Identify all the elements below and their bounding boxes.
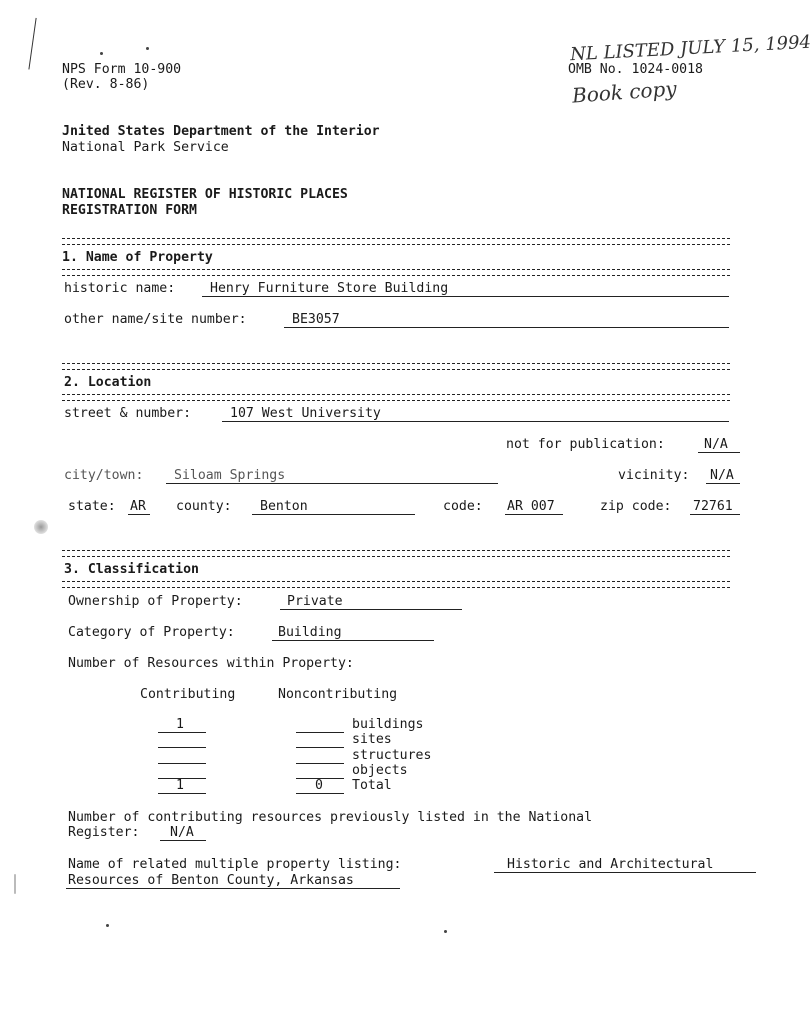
form-title-line2: REGISTRATION FORM [62, 203, 197, 218]
form-title-line1: NATIONAL REGISTER OF HISTORIC PLACES [62, 187, 348, 202]
street-line [222, 421, 729, 422]
ownership-line [280, 609, 462, 610]
multiple-property-line1 [494, 872, 756, 873]
previously-listed-line [160, 840, 206, 841]
vicinity-label: vicinity: [618, 468, 690, 483]
section-divider [62, 581, 730, 588]
form-revision: (Rev. 8-86) [62, 77, 150, 92]
category-label: Category of Property: [68, 625, 235, 640]
noncontributing-blank [296, 763, 344, 764]
resource-type-label: Total [352, 778, 392, 793]
contributing-blank [158, 793, 206, 794]
noncontributing-blank [296, 793, 344, 794]
margin-mark [28, 18, 40, 70]
contributing-blank [158, 747, 206, 748]
other-name-label: other name/site number: [64, 312, 247, 327]
multiple-property-line2 [66, 888, 400, 889]
resource-type-label: structures [352, 748, 432, 763]
zip-line [690, 514, 740, 515]
street-label: street & number: [64, 406, 192, 421]
section-divider [62, 550, 730, 557]
historic-name-value: Henry Furniture Store Building [210, 281, 449, 296]
speck [146, 47, 149, 50]
contributing-header: Contributing [140, 687, 236, 702]
handwritten-listed-note: NL LISTED JULY 15, 1994 [569, 31, 811, 66]
historic-name-line [202, 296, 729, 297]
zip-value: 72761 [693, 499, 733, 514]
contributing-count: 1 [176, 717, 184, 732]
section-divider [62, 363, 730, 370]
section-divider [62, 394, 730, 401]
omb-number: OMB No. 1024-0018 [568, 62, 703, 77]
county-line [252, 514, 415, 515]
department-name: Jnited States Department of the Interior [62, 124, 380, 139]
multiple-property-value-line2: Resources of Benton County, Arkansas [68, 873, 354, 888]
noncontributing-header: Noncontributing [278, 687, 398, 702]
speck [106, 924, 109, 927]
section3-heading: 3. Classification [64, 562, 199, 577]
section1-heading: 1. Name of Property [62, 250, 213, 265]
code-label: code: [443, 499, 483, 514]
ownership-label: Ownership of Property: [68, 594, 243, 609]
other-name-value: BE3057 [292, 312, 340, 327]
resource-type-label: objects [352, 763, 408, 778]
service-name: National Park Service [62, 140, 229, 155]
vicinity-line [706, 483, 740, 484]
category-value: Building [278, 625, 342, 640]
resource-type-label: sites [352, 732, 392, 747]
state-line [128, 514, 150, 515]
city-value: Siloam Springs [174, 468, 286, 483]
other-name-line [284, 327, 729, 328]
speck [14, 874, 16, 894]
handwritten-book-copy: Book copy [571, 76, 678, 108]
contributing-count: 1 [176, 778, 184, 793]
historic-name-label: historic name: [64, 281, 176, 296]
category-line [272, 640, 434, 641]
not-for-publication-label: not for publication: [506, 437, 665, 452]
not-for-publication-value: N/A [704, 437, 728, 452]
section-divider [62, 238, 730, 245]
previously-listed-line2: Register: [68, 825, 140, 840]
resource-type-label: buildings [352, 717, 424, 732]
state-label: state: [68, 499, 116, 514]
noncontributing-blank [296, 732, 344, 733]
speck [100, 52, 103, 55]
county-value: Benton [260, 499, 308, 514]
zip-label: zip code: [600, 499, 672, 514]
contributing-blank [158, 732, 206, 733]
contributing-blank [158, 763, 206, 764]
previously-listed-value: N/A [170, 825, 194, 840]
code-line [505, 514, 563, 515]
previously-listed-line1: Number of contributing resources previously listed in the National [68, 810, 593, 825]
state-value: AR [130, 499, 146, 514]
multiple-property-label: Name of related multiple property listing: [68, 857, 402, 872]
county-label: county: [176, 499, 232, 514]
multiple-property-value-line1: Historic and Architectural [507, 857, 714, 872]
margin-smudge [34, 520, 48, 534]
section2-heading: 2. Location [64, 375, 152, 390]
vicinity-value: N/A [710, 468, 734, 483]
city-line [166, 483, 498, 484]
noncontributing-blank [296, 747, 344, 748]
nfp-line [698, 452, 740, 453]
section-divider [62, 269, 730, 276]
city-label: city/town: [64, 468, 144, 483]
form-number: NPS Form 10-900 [62, 62, 182, 77]
speck [444, 930, 447, 933]
noncontributing-count: 0 [315, 778, 323, 793]
resources-label: Number of Resources within Property: [68, 656, 354, 671]
ownership-value: Private [287, 594, 343, 609]
code-value: AR 007 [507, 499, 555, 514]
street-value: 107 West University [230, 406, 381, 421]
